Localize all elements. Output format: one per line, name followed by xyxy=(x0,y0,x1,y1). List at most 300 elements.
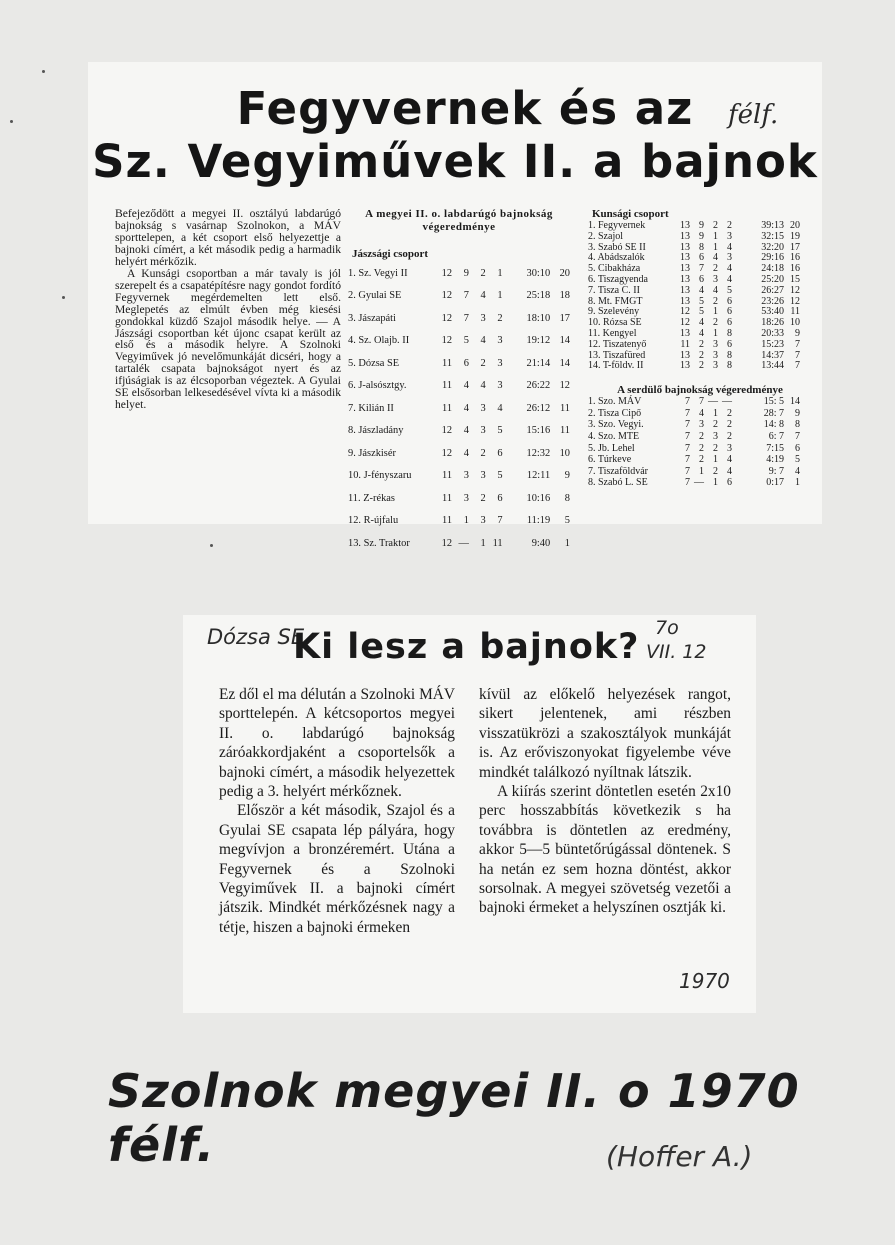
cell-name: 8. Jászladány xyxy=(348,425,404,437)
cell-w: 4 xyxy=(463,402,469,414)
article-column-left xyxy=(219,685,455,937)
cell-g: 28: 7 xyxy=(763,407,784,419)
cell-p: 8 xyxy=(564,492,570,504)
cell-g: 26:22 xyxy=(526,380,551,392)
cell-w: 4 xyxy=(699,407,704,419)
cell-d: 3 xyxy=(480,312,486,324)
cell-d: 2 xyxy=(480,447,486,459)
cell-m: 12 xyxy=(441,537,453,549)
cell-l: 6 xyxy=(497,447,503,459)
cell-name: 2. Gyulai SE xyxy=(348,290,402,302)
cell-d: 2 xyxy=(713,295,718,307)
cell-d: 4 xyxy=(713,284,718,296)
cell-name: 8. Mt. FMGT xyxy=(588,295,643,307)
standings-table xyxy=(348,262,570,555)
cell-g: 18:10 xyxy=(526,312,551,324)
cell-m: 12 xyxy=(441,447,453,459)
cell-d: 3 xyxy=(713,360,718,372)
cell-g: 14: 8 xyxy=(763,419,784,431)
cell-w: 9 xyxy=(699,220,704,231)
cell-name: 5. Cibakháza xyxy=(588,263,641,275)
cell-d: 3 xyxy=(713,430,718,442)
cell-name: 9. Szelevény xyxy=(588,306,640,318)
cell-m: 13 xyxy=(680,284,690,296)
cell-l: 11 xyxy=(492,537,503,549)
cell-g: 53:40 xyxy=(761,306,784,318)
cell-name: 12. R-újfalu xyxy=(348,515,399,527)
cell-w: 1 xyxy=(463,515,469,527)
cell-m: 7 xyxy=(685,419,690,431)
cell-p: 1 xyxy=(795,477,800,489)
cell-p: 11 xyxy=(559,425,570,437)
cell-m: 11 xyxy=(680,338,690,350)
cell-name: 3. Szo. Vegyi. xyxy=(588,419,644,431)
cell-w: 2 xyxy=(699,442,704,454)
cell-name: 6. Túrkeve xyxy=(588,454,632,466)
cell-g: 30:10 xyxy=(526,267,551,279)
cell-d: 2 xyxy=(480,267,486,279)
table-row xyxy=(588,396,812,408)
group-title: Jászsági csoport xyxy=(352,248,429,260)
cell-name: 5. Dózsa SE xyxy=(348,357,400,369)
cell-l: 7 xyxy=(497,515,503,527)
cell-d: 2 xyxy=(480,357,486,369)
cell-name: 13. Sz. Traktor xyxy=(348,537,410,549)
cell-l: 3 xyxy=(497,357,503,369)
cell-w: 9 xyxy=(463,267,469,279)
jaszsagi-standings xyxy=(348,208,570,555)
cell-p: 20 xyxy=(559,267,570,279)
table-row xyxy=(588,454,812,466)
cell-name: 3. Jászapáti xyxy=(348,312,396,324)
cell-name: 3. Szabó SE II xyxy=(588,241,646,253)
table-row xyxy=(348,375,570,398)
cell-name: 13. Tiszafüred xyxy=(588,349,646,361)
cell-l: 3 xyxy=(727,252,732,264)
cell-p: 4 xyxy=(795,465,800,477)
cell-g: 15:23 xyxy=(761,338,784,350)
cell-w: 6 xyxy=(699,252,704,264)
cell-l: 6 xyxy=(497,492,503,504)
table-row xyxy=(348,330,570,353)
cell-d: 3 xyxy=(713,349,718,361)
cell-m: 13 xyxy=(680,230,690,242)
cell-d: 3 xyxy=(713,338,718,350)
sheet-speck xyxy=(42,70,45,73)
cell-g: 14:37 xyxy=(761,349,784,361)
article-paragraph: Befejeződött a megyei II. osztályú labdarúgó bajnokság s vasárnap Szolnokon, a MÁV sporttelepen, a két csoport első helyezettje a bajnoki címért, a két második pedig a harmadik helyért mérkőzik. xyxy=(115,207,341,268)
cell-name: 4. Szo. MTE xyxy=(588,430,640,442)
cell-p: 1 xyxy=(564,537,570,549)
cell-w: 2 xyxy=(699,430,704,442)
cell-m: 13 xyxy=(680,220,690,231)
cell-l: 2 xyxy=(727,220,732,231)
table-row xyxy=(348,307,570,330)
table-row xyxy=(588,466,812,478)
cell-name: 1. Fegyvernek xyxy=(588,220,646,231)
cell-name: 11. Z-rékas xyxy=(348,492,395,504)
cell-m: 7 xyxy=(685,430,690,442)
cell-l: 6 xyxy=(727,306,732,318)
cell-m: 13 xyxy=(680,263,690,275)
cell-m: 7 xyxy=(685,477,690,489)
cell-m: 11 xyxy=(442,380,453,392)
cell-g: 26:27 xyxy=(761,284,784,296)
cell-w: 9 xyxy=(699,230,704,242)
sheet-speck xyxy=(210,544,213,547)
cell-l: 3 xyxy=(727,230,732,242)
cell-m: 12 xyxy=(680,317,690,329)
cell-name: 6. J-alsósztgy. xyxy=(348,380,407,392)
cell-d: 2 xyxy=(713,220,718,231)
cell-m: 12 xyxy=(441,425,453,437)
cell-m: 7 xyxy=(685,454,690,466)
cell-g: 7:15 xyxy=(766,442,784,454)
cell-l: 6 xyxy=(727,477,732,489)
cell-m: 7 xyxy=(685,407,690,419)
article-text xyxy=(115,208,341,411)
cell-l: 5 xyxy=(727,284,732,296)
cell-g: 39:13 xyxy=(761,220,784,231)
cell-w: 4 xyxy=(463,380,469,392)
cell-w: 2 xyxy=(699,454,704,466)
table-row xyxy=(588,431,812,443)
cell-p: 9 xyxy=(795,327,800,339)
cell-d: 1 xyxy=(713,230,718,242)
cell-g: 11:19 xyxy=(526,515,551,527)
cell-w: 1 xyxy=(699,465,704,477)
cell-w: 3 xyxy=(463,470,469,482)
cell-l: 8 xyxy=(727,360,732,372)
group-title: Kunsági csoport xyxy=(592,208,669,220)
cell-g: 23:26 xyxy=(761,295,784,307)
cell-name: 10. J-fényszaru xyxy=(348,470,412,482)
cell-g: 12:11 xyxy=(526,470,551,482)
handwritten-date-year: 7o xyxy=(655,617,679,639)
cell-name: 1. Szo. MÁV xyxy=(588,396,642,408)
cell-p: 15 xyxy=(790,273,800,285)
cell-p: 9 xyxy=(564,470,570,482)
cell-m: 7 xyxy=(685,396,690,408)
cell-name: 7. Tiszaföldvár xyxy=(588,465,648,477)
cell-p: 12 xyxy=(790,295,800,307)
cell-l: 3 xyxy=(497,335,503,347)
cell-m: 13 xyxy=(680,327,690,339)
cell-p: 12 xyxy=(559,380,570,392)
cell-d: 1 xyxy=(713,241,718,253)
table-row xyxy=(348,262,570,285)
cell-w: 5 xyxy=(463,335,469,347)
cell-w: 4 xyxy=(699,317,704,329)
cell-m: 13 xyxy=(680,360,690,372)
cell-d: 2 xyxy=(713,263,718,275)
cell-w: 8 xyxy=(699,241,704,253)
cell-g: 25:18 xyxy=(526,290,551,302)
cell-g: 15:16 xyxy=(526,425,551,437)
cell-l: 3 xyxy=(497,380,503,392)
cell-d: 3 xyxy=(713,273,718,285)
cell-g: 19:12 xyxy=(526,335,551,347)
cell-l: 6 xyxy=(727,295,732,307)
table-row xyxy=(348,510,570,533)
cell-m: 13 xyxy=(680,295,690,307)
youth-title: A serdülő bajnokság végeredménye xyxy=(617,384,783,397)
table-row xyxy=(348,465,570,488)
cell-p: 7 xyxy=(795,430,800,442)
cell-w: 2 xyxy=(699,338,704,350)
cell-m: 12 xyxy=(441,312,453,324)
handwritten-note: félf. xyxy=(728,100,779,130)
cell-l: 2 xyxy=(727,430,732,442)
cell-l: 4 xyxy=(497,402,503,414)
cell-w: 7 xyxy=(699,396,704,408)
cell-name: 8. Szabó L. SE xyxy=(588,477,648,489)
cell-d: 2 xyxy=(713,465,718,477)
cell-m: 11 xyxy=(442,402,453,414)
cell-g: 13:44 xyxy=(761,360,784,372)
standings-table xyxy=(588,221,812,372)
cell-g: 21:14 xyxy=(526,357,551,369)
cell-p: 18 xyxy=(559,290,570,302)
table-row xyxy=(348,352,570,375)
table-row xyxy=(348,285,570,308)
cell-p: 16 xyxy=(790,263,800,275)
table-row xyxy=(588,443,812,455)
cell-l: 8 xyxy=(727,349,732,361)
cell-g: 24:18 xyxy=(761,263,784,275)
cell-name: 6. Tiszagyenda xyxy=(588,273,648,285)
cell-l: — xyxy=(722,396,732,408)
cell-l: 8 xyxy=(727,327,732,339)
cell-m: 12 xyxy=(441,267,453,279)
cell-d: 2 xyxy=(713,442,718,454)
newspaper-clipping-preview xyxy=(183,615,756,1013)
standings-title: A megyei II. o. labdarúgó bajnokság végeredménye xyxy=(365,208,553,233)
cell-w: 5 xyxy=(699,306,704,318)
cell-d: 3 xyxy=(480,515,486,527)
table-row xyxy=(348,532,570,555)
cell-d: 4 xyxy=(713,252,718,264)
table-row xyxy=(588,340,812,351)
cell-g: 12:32 xyxy=(526,447,551,459)
cell-w: 7 xyxy=(463,290,469,302)
cell-m: 12 xyxy=(680,306,690,318)
cell-d: 3 xyxy=(480,425,486,437)
cell-w: 4 xyxy=(699,284,704,296)
cell-w: — xyxy=(458,537,469,549)
handwritten-team: Dózsa SE xyxy=(207,625,305,649)
cell-d: 1 xyxy=(713,327,718,339)
standings-table xyxy=(588,396,812,489)
article-paragraph: Először a két második, Szajol és a Gyulai SE csapata lép pályára, hogy megvívjon a bronzéremért. Utána a Fegyvernek és a Szolnoki Vegyiművek II. a bajnoki címért játszik. Mindkét mérkőzésnek nagy a tétje, hiszen a bajnoki érmeken xyxy=(219,802,455,936)
cell-d: 2 xyxy=(713,317,718,329)
table-row xyxy=(348,487,570,510)
cell-name: 7. Tisza C. II xyxy=(588,284,640,296)
cell-w: 6 xyxy=(699,273,704,285)
cell-w: 3 xyxy=(699,419,704,431)
cell-m: 13 xyxy=(680,349,690,361)
cell-p: 5 xyxy=(795,454,800,466)
cell-p: 11 xyxy=(790,306,800,318)
cell-d: — xyxy=(708,396,718,408)
handwritten-author: (Hoffer A.) xyxy=(606,1140,753,1173)
headline-line-2: Sz. Vegyiművek II. a bajnok xyxy=(92,135,818,188)
cell-d: 4 xyxy=(480,380,486,392)
cell-d: 4 xyxy=(480,335,486,347)
cell-d: 1 xyxy=(713,477,718,489)
headline: Ki lesz a bajnok? xyxy=(293,627,640,667)
cell-p: 16 xyxy=(790,252,800,264)
cell-d: 1 xyxy=(480,537,486,549)
handwritten-caption: Szolnok megyei II. o 1970 félf. xyxy=(108,1064,800,1172)
kunsagi-standings xyxy=(588,208,812,489)
article-paragraph: kívül az előkelő helyezések rangot, sikert jelentenek, ami részben visszatükrözi a szakosztályok munkáját is. Az erőviszonyokat figyelembe véve mindkét találkozó nyíltnak látszik. xyxy=(479,686,731,781)
cell-l: 2 xyxy=(727,419,732,431)
cell-g: 18:26 xyxy=(761,317,784,329)
cell-l: 4 xyxy=(727,263,732,275)
cell-d: 3 xyxy=(480,402,486,414)
cell-g: 0:17 xyxy=(766,477,784,489)
cell-m: 12 xyxy=(441,290,453,302)
table-row xyxy=(588,419,812,431)
cell-d: 1 xyxy=(713,407,718,419)
cell-m: 13 xyxy=(680,252,690,264)
cell-w: 4 xyxy=(699,327,704,339)
cell-d: 2 xyxy=(713,419,718,431)
cell-p: 17 xyxy=(559,312,570,324)
cell-p: 8 xyxy=(795,419,800,431)
cell-m: 11 xyxy=(442,357,453,369)
table-row xyxy=(588,286,812,297)
cell-name: 5. Jb. Lehel xyxy=(588,442,635,454)
cell-g: 4:19 xyxy=(766,454,784,466)
cell-p: 6 xyxy=(795,442,800,454)
table-row xyxy=(348,397,570,420)
cell-g: 32:20 xyxy=(761,241,784,253)
cell-g: 29:16 xyxy=(761,252,784,264)
cell-l: 4 xyxy=(727,465,732,477)
table-row xyxy=(588,477,812,489)
cell-p: 7 xyxy=(795,338,800,350)
cell-w: 7 xyxy=(463,312,469,324)
cell-l: 5 xyxy=(497,425,503,437)
cell-m: 11 xyxy=(442,492,453,504)
article-column-right xyxy=(479,685,731,918)
cell-w: 6 xyxy=(463,357,469,369)
cell-w: 3 xyxy=(463,492,469,504)
cell-g: 10:16 xyxy=(526,492,551,504)
cell-l: 4 xyxy=(727,241,732,253)
headline-line-1: Fegyvernek és az xyxy=(236,82,694,135)
sheet-speck xyxy=(10,120,13,123)
cell-w: 7 xyxy=(699,263,704,275)
handwritten-date-day: VII. 12 xyxy=(646,641,707,663)
cell-w: — xyxy=(694,477,704,489)
cell-p: 9 xyxy=(795,407,800,419)
newspaper-clipping-results xyxy=(88,62,822,549)
cell-p: 20 xyxy=(790,220,800,231)
cell-name: 11. Kengyel xyxy=(588,327,637,339)
cell-g: 15: 5 xyxy=(763,396,784,408)
cell-l: 3 xyxy=(727,442,732,454)
cell-p: 14 xyxy=(559,357,570,369)
cell-name: 14. T-földv. II xyxy=(588,360,644,372)
cell-m: 13 xyxy=(680,273,690,285)
cell-d: 3 xyxy=(480,470,486,482)
article-paragraph: A kiírás szerint döntetlen esetén 2x10 perc hosszabbítás következik s ha továbbra is döntetlen az eredmény, akkor 5—5 büntetőrúgással döntenek. S ha netán ez sem hozna döntést, akkor sorsolnak. A megyei szövetség vezetői a bajnoki érmeket a helyszínen osztják ki. xyxy=(479,783,731,917)
cell-p: 5 xyxy=(564,515,570,527)
cell-l: 1 xyxy=(497,267,503,279)
cell-m: 13 xyxy=(680,241,690,253)
cell-g: 26:12 xyxy=(526,402,551,414)
cell-w: 4 xyxy=(463,447,469,459)
cell-name: 2. Tisza Cipő xyxy=(588,407,642,419)
cell-p: 11 xyxy=(559,402,570,414)
cell-p: 10 xyxy=(790,317,800,329)
cell-p: 7 xyxy=(795,360,800,372)
cell-w: 5 xyxy=(699,295,704,307)
cell-g: 6: 7 xyxy=(768,430,784,442)
cell-g: 32:15 xyxy=(761,230,784,242)
cell-p: 14 xyxy=(790,396,800,408)
cell-l: 1 xyxy=(497,290,503,302)
cell-g: 9:40 xyxy=(531,537,551,549)
cell-l: 2 xyxy=(497,312,503,324)
table-row xyxy=(348,442,570,465)
cell-m: 11 xyxy=(442,470,453,482)
cell-m: 7 xyxy=(685,442,690,454)
cell-name: 4. Abádszalók xyxy=(588,252,645,264)
cell-l: 6 xyxy=(727,338,732,350)
cell-w: 4 xyxy=(463,425,469,437)
table-row xyxy=(348,420,570,443)
cell-m: 11 xyxy=(442,515,453,527)
cell-l: 4 xyxy=(727,454,732,466)
cell-l: 5 xyxy=(497,470,503,482)
cell-d: 1 xyxy=(713,454,718,466)
cell-w: 2 xyxy=(699,349,704,361)
table-row xyxy=(588,408,812,420)
headline xyxy=(88,82,822,188)
cell-d: 2 xyxy=(480,492,486,504)
cell-name: 7. Kilián II xyxy=(348,402,394,414)
table-row xyxy=(588,361,812,372)
cell-name: 9. Jászkisér xyxy=(348,447,396,459)
cell-g: 25:20 xyxy=(761,273,784,285)
cell-d: 4 xyxy=(480,290,486,302)
cell-l: 2 xyxy=(727,407,732,419)
cell-name: 4. Sz. Olajb. II xyxy=(348,335,410,347)
cell-d: 1 xyxy=(713,306,718,318)
cell-l: 4 xyxy=(727,273,732,285)
cell-name: 10. Rózsa SE xyxy=(588,317,642,329)
cell-p: 12 xyxy=(790,284,800,296)
article-paragraph: Ez dől el ma délután a Szolnoki MÁV sporttelepén. A kétcsoportos megyei II. o. labdarúgó bajnokság záróakkordjaként a csoportelsők a bajnoki címért, a második helyezettek pedig a 3. helyért mérkőznek. xyxy=(219,686,455,801)
cell-name: 1. Sz. Vegyi II xyxy=(348,267,408,279)
cell-m: 12 xyxy=(441,335,453,347)
sheet-speck xyxy=(62,296,65,299)
cell-w: 2 xyxy=(699,360,704,372)
cell-g: 9: 7 xyxy=(768,465,784,477)
cell-p: 14 xyxy=(559,335,570,347)
table-row xyxy=(588,232,812,243)
cell-p: 17 xyxy=(790,241,800,253)
cell-p: 19 xyxy=(790,230,800,242)
article-paragraph: A Kunsági csoportban a már tavaly is jól szerepelt és a csapatépítésre nagy gondot fordító Fegyvernek megérdemelten lett első. Meglepetés az elmúlt évben még kiesési gondokkal küzdő Szajol második helye. — A Jászsági csoportban két újonc csapat került az első és a második helyre. A Szolnoki Vegyiművek jó nevelőmunkáját dicséri, hogy a tartalék csapata bajnokságot nyert és az ifjúságiak is az élcsoporban végeztek. A Gyulai SE elsősorban lelkesedésével vívta ki a második helyet. xyxy=(115,266,341,412)
cell-l: 6 xyxy=(727,317,732,329)
cell-g: 20:33 xyxy=(761,327,784,339)
cell-m: 7 xyxy=(685,465,690,477)
